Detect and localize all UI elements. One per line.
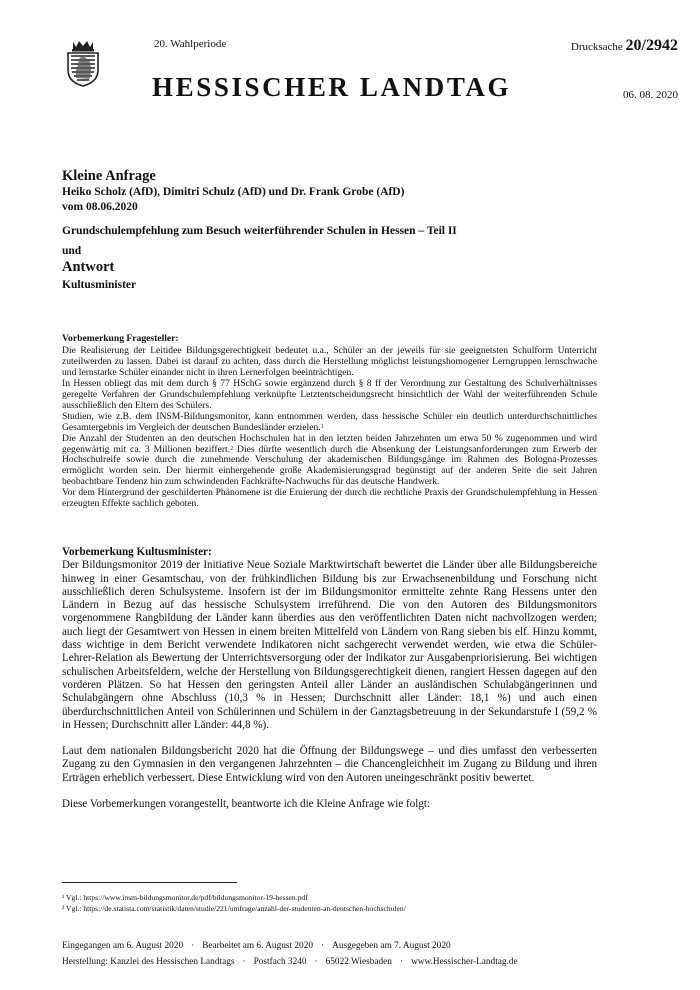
paragraph: In Hessen obliegt das mit dem durch § 77 HSchG sowie ergänzend durch § 8 ff der Verordnung zur Gestaltung des Schulverhältnisses geregelte Verfahren der Grundschulempfehlung verknüpfte Letztentscheidungsrecht hinsichtlich der Wahl der weiterführenden Schule ausschließlich den Eltern des Schülers. (62, 377, 597, 411)
paragraph-text: Studien, wie z.B. dem INSM-Bildungsmonitor, kann entnommen werden, dass hessische Schüler ein deutlich unterdurchschnittliches Gesamtergebnis im Vergleich der deutschen Bundesländer erzielen. (62, 410, 597, 433)
section-heading: Vorbemerkung Kultusminister: (62, 546, 212, 558)
antwort-heading: Antwort (62, 259, 115, 276)
paragraph-text: Dies dürfte wesentlich durch die Absenkung der Leistungsanforderungen zum Erwerb der Hochschulreife sowie durch die zunehmende Verschulung der akademischen Bildungsgänge im Rahmen des Bologna-Prozesses ermöglicht worden sein. Der hiermit einhergehende große Akademisierungsgrad begünstigt auf der anderen Seite die seit Jahren beobachtbare Tendenz hin zum schwindenden Fachkräfte-Nachwuchs für das deutsche Handwerk. (62, 443, 597, 488)
footnote-divider (62, 882, 237, 883)
footnote-ref[interactable]: 1 (320, 423, 324, 430)
separator: · (242, 957, 246, 967)
inquiry-topic: Grundschulempfehlung zum Besuch weiterführender Schulen in Hessen – Teil II (62, 225, 457, 238)
footer-postfach: Postfach 3240 (253, 957, 307, 967)
separator: · (399, 957, 404, 967)
paragraph: Die Realisierung der Leitidee Bildungsgerechtigkeit bedeutet u.a., Schüler an der jeweils für sie geeignetsten Schulform Unterricht zuteilwerden zu lassen. Dabei ist darauf zu achten, dass durch die Herstellung möglichst leistungshomogener Lerngruppen lernschwache und lernstarke Schüler einander nicht in ihren Lernerfolgen beeinträchtigen. (62, 344, 597, 378)
separator: · (314, 957, 318, 967)
paragraph: Diese Vorbemerkungen vorangestellt, beantworte ich die Kleine Anfrage wie folgt: (62, 798, 431, 811)
footer-ort: 65022 Wiesbaden (325, 957, 392, 967)
section-heading: Vorbemerkung Fragesteller: (62, 333, 179, 344)
footer-herstellung: Herstellung: Kanzlei des Hessischen Landtags (62, 957, 235, 967)
inquiry-date: vom 08.06.2020 (62, 200, 138, 213)
footer-website-link[interactable]: www.Hessischer-Landtag.de (411, 957, 518, 967)
parliament-name: HESSISCHER LANDTAG (152, 72, 512, 102)
drucksache-value: 20/2942 (625, 37, 678, 54)
paragraph (62, 412, 597, 434)
wahlperiode: 20. Wahlperiode (154, 38, 227, 50)
separator: · (321, 941, 325, 951)
authors: Heiko Scholz (AfD), Dimitri Schulz (AfD) und Dr. Frank Grobe (AfD) (62, 186, 405, 198)
vorbemerkung-fragesteller (62, 334, 597, 510)
document-kind: Kleine Anfrage (62, 168, 156, 184)
separator: · (191, 941, 195, 951)
drucksache-number (571, 37, 678, 55)
footer-bearbeitet: Bearbeitet am 6. August 2020 (202, 941, 313, 951)
footnotes (62, 892, 406, 914)
footer-eingegangen: Eingegangen am 6. August 2020 (62, 941, 184, 951)
footer-imprint (62, 954, 642, 970)
answering-minister: Kultusminister (62, 279, 137, 292)
paragraph (62, 434, 597, 489)
footer (62, 938, 642, 970)
footer-dates (62, 938, 642, 954)
und-connector: und (62, 245, 82, 258)
document-date: 06. 08. 2020 (623, 89, 678, 101)
footer-ausgegeben: Ausgegeben am 7. August 2020 (332, 941, 451, 951)
footnote-1[interactable]: ¹ Vgl.: https://www.insm-bildungsmonitor.de/pdf/bildungsmonitor-19-hessen.pdf (62, 893, 308, 902)
paragraph: Laut dem nationalen Bildungsbericht 2020 hat die Öffnung der Bildungswege – und dies umfasst den verbesserten Zugang zu den Gymnasien in den vergangenen Jahrzehnten – die Chancengleichheit im Zugang zu Bildung und ihren Erträgen erheblich verbessert. Diese Entwicklung wird von den Autoren uneingeschränkt positiv bewertet. (62, 745, 597, 784)
paragraph: Vor dem Hintergrund der geschilderten Phänomene ist die Eruierung der durch die rechtliche Praxis der Grundschulempfehlung in Hessen erzeugten Effekte sachlich geboten. (62, 487, 597, 510)
paragraph-text: Die Anzahl der Studenten an den deutschen Hochschulen hat in den letzten beiden Jahrzehnten um etwa 50 % zugenommen und wird gegenwärtig mit ca. 3 Millionen beziffert. (62, 432, 597, 455)
footnote-2[interactable]: ² Vgl.: https://de.statista.com/statistik/daten/studie/221/umfrage/anzahl-der-studenten-an-deutschen-hochschulen/ (62, 904, 406, 913)
hessen-coat-of-arms-icon (62, 38, 104, 88)
vorbemerkung-kultusminister (62, 546, 597, 811)
title-block (62, 167, 662, 293)
paragraph: Der Bildungsmonitor 2019 der Initiative Neue Soziale Marktwirtschaft bewertet die Länder über alle Bildungsbereiche hinweg in einer Gesamtschau, von der frühkindlichen Bildung bis zur Erwachsenenbildung und Forschung nicht ausschließlich deren Schulsysteme. Insofern ist der im Bildungsmonitor ermittelte zehnte Rang Hessens unter den Ländern in Bezug auf das hessische Schulsystem irreführend. Die von den Autoren des Bildungsmonitors vorgenommene Rangbildung der Länder kann überdies aus den veröffentlichten Daten nicht nachvollzogen werden; auch liegt der Gesamtwert von Hessen in einem breiten Mittelfeld von Ländern von Rang sieben bis elf. Hinzu kommt, dass wichtige in dem Bericht verwendete Indikatoren nicht sachgerecht verwendet werden, wie etwa die Schüler-Lehrer-Relation als Bewertung der Unterrichtsversorgung oder der Indikator zur Ausgabenpriorisierung. Bei wichtigen schulischen Arbeitsfeldern, welche der Herstellung von Bildungsgerechtigkeit dienen, rangiert Hessen dagegen auf den vorderen Plätzen. So hat Hessen den geringsten Anteil aller Länder an ausländischen Schulabgängerinnen und Schulabgängern ohne Abschluss (10,3 % in Hessen; Durchschnitt aller Länder: 18,1 %) und auch einen überdurchschnittlichen Anteil von Schülerinnen und Schülern in der Ganztagsbetreuung in der Sekundarstufe I (59,2 % in Hessen; Durchschnitt aller Länder: 44,8 %). (62, 559, 597, 731)
drucksache-label: Drucksache (570, 41, 623, 53)
footnote-ref[interactable]: 2 (230, 445, 234, 452)
